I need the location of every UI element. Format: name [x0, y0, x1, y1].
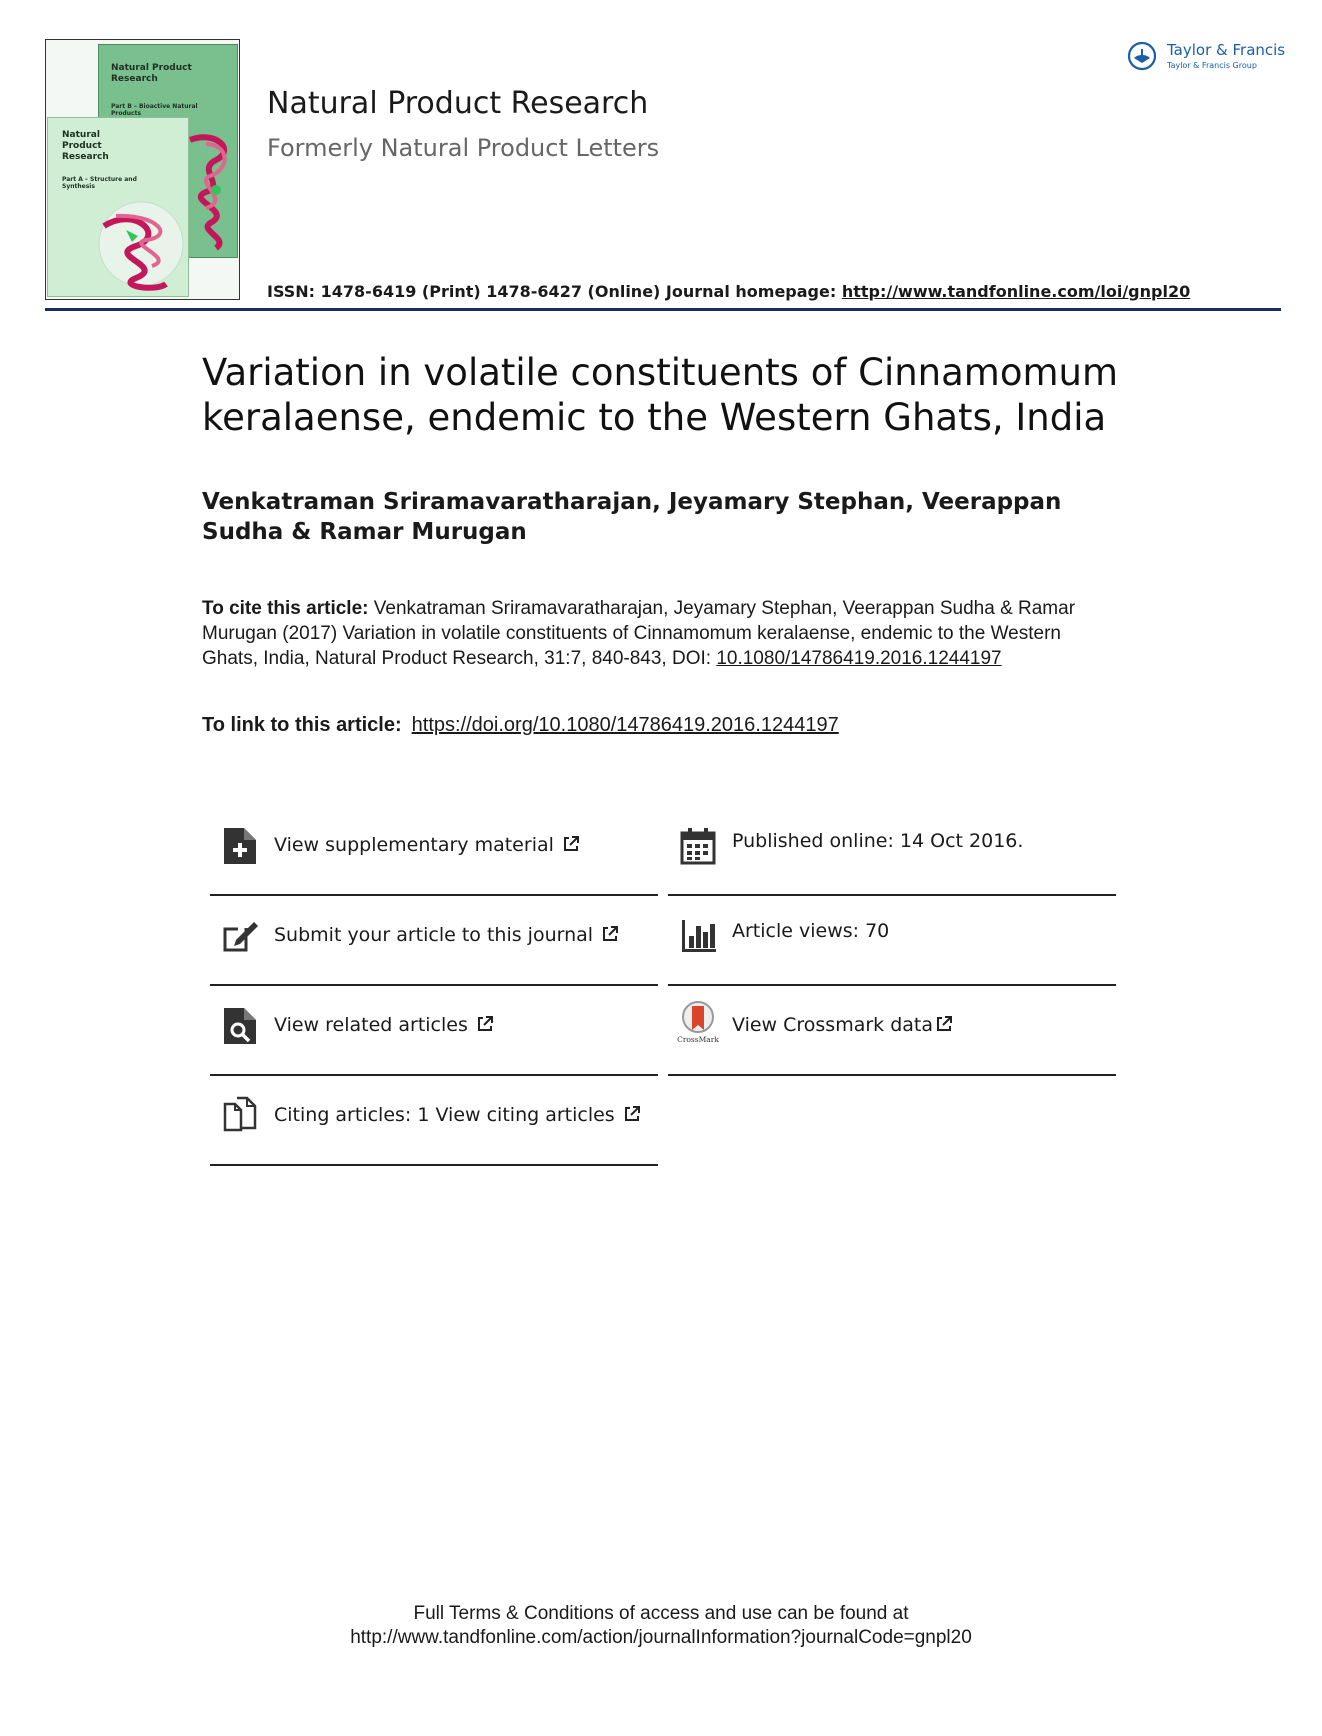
document-search-icon	[222, 1006, 258, 1046]
header-divider	[45, 308, 1281, 311]
published-online-label: Published online: 14 Oct 2016.	[732, 830, 1024, 852]
citing-articles-label: Citing articles: 1 View citing articles	[274, 1104, 641, 1126]
calendar-icon	[680, 826, 716, 866]
journal-subtitle: Formerly Natural Product Letters	[267, 134, 660, 162]
article-title: Variation in volatile constituents of Cinnamomum keralaense, endemic to the Western Ghats, India	[202, 351, 1119, 439]
supplementary-label: View supplementary material	[274, 834, 580, 856]
external-link-icon	[562, 835, 580, 853]
journal-title: Natural Product Research	[267, 86, 649, 121]
bar-chart-icon	[680, 916, 716, 956]
taylor-francis-logo[interactable]	[1127, 40, 1287, 76]
cover-protein-graphic-front	[96, 196, 186, 292]
cover-back-part: Part B – Bioactive Natural Products	[111, 103, 198, 117]
issn-line	[267, 282, 1190, 301]
edit-icon	[222, 916, 258, 956]
view-supplementary-material[interactable]	[210, 806, 658, 896]
link-label: To link to this article:	[202, 714, 402, 736]
external-link-icon	[623, 1105, 641, 1123]
external-link-icon	[601, 925, 619, 943]
journal-cover-image	[45, 39, 240, 300]
cover-front-part: Part A – Structure and Synthesis	[62, 176, 137, 190]
publisher-group: Taylor & Francis Group	[1167, 61, 1257, 70]
cite-label: To cite this article:	[202, 598, 369, 619]
article-authors: Venkatraman Sriramavaratharajan, Jeyamary Stephan, Veerappan Sudha & Ramar Murugan	[202, 489, 1062, 545]
article-views-info	[668, 896, 1116, 986]
copy-documents-icon	[222, 1096, 258, 1136]
cover-front-title: Natural Product Research	[62, 130, 109, 162]
external-link-icon	[476, 1015, 494, 1033]
issn-text: ISSN: 1478-6419 (Print) 1478-6427 (Online) Journal homepage:	[267, 282, 842, 301]
published-online-info	[668, 806, 1116, 896]
journal-homepage-link[interactable]: http://www.tandfonline.com/loi/gnpl20	[841, 282, 1191, 301]
view-citing-articles[interactable]	[210, 1076, 658, 1166]
article-doi-link[interactable]: https://doi.org/10.1080/14786419.2016.1244197	[411, 714, 839, 736]
citation-block	[202, 596, 1102, 671]
submit-article-link[interactable]	[210, 896, 658, 986]
crossmark-logo-text: CrossMark	[677, 1035, 719, 1044]
cover-back-title: Natural Product Research	[111, 63, 192, 84]
cover-protein-graphic-back	[186, 130, 238, 250]
footer-line-1: Full Terms & Conditions of access and use can be found at	[413, 1603, 909, 1624]
view-crossmark-data[interactable]	[668, 986, 1116, 1076]
article-views-label: Article views: 70	[732, 920, 890, 942]
crossmark-label: View Crossmark data	[732, 1014, 953, 1036]
submit-label: Submit your article to this journal	[274, 924, 619, 946]
taylor-francis-logo-icon	[1127, 41, 1157, 71]
related-articles-label: View related articles	[274, 1014, 494, 1036]
publisher-name: Taylor & Francis	[1167, 41, 1286, 59]
cover-front-panel	[47, 117, 189, 297]
external-link-icon	[935, 1015, 953, 1033]
supplementary-file-icon	[222, 826, 258, 866]
view-related-articles[interactable]	[210, 986, 658, 1076]
crossmark-icon	[677, 1000, 719, 1044]
article-link-line	[202, 714, 839, 737]
terms-footer	[0, 1602, 1322, 1650]
footer-terms-link[interactable]: http://www.tandfonline.com/action/journalInformation?journalCode=gnpl20	[350, 1627, 972, 1648]
cite-doi-link[interactable]: 10.1080/14786419.2016.1244197	[716, 648, 1002, 669]
cite-text: Venkatraman Sriramavaratharajan, Jeyamary Stephan, Veerappan Sudha & Ramar Murugan (2017) Variation in volatile constituents of Cinnamomum keralaense, endemic to the Western Ghats, India, Natural Product Research, 31:7, 840-843, DOI:	[202, 598, 1076, 669]
